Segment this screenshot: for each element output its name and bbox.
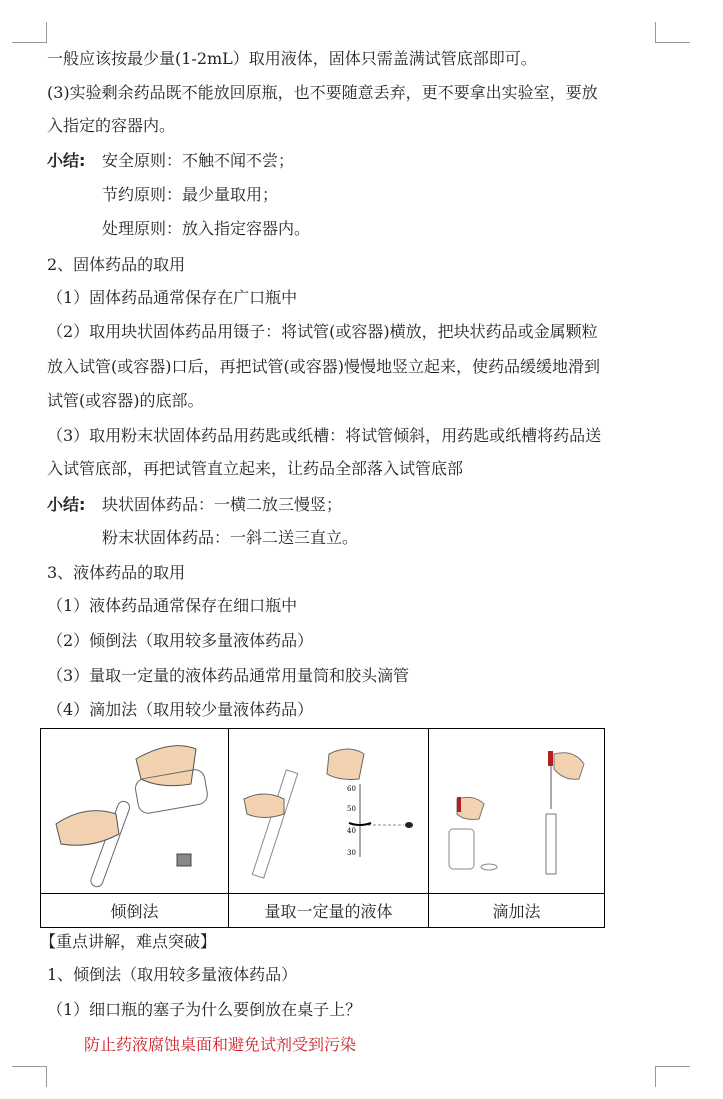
- label-measuring: 量取一定量的液体: [229, 894, 429, 928]
- scale-tick-label: 40: [347, 827, 356, 835]
- text-line: （2）倾倒法（取用较多量液体药品）: [47, 631, 314, 650]
- illustration-table: [40, 728, 605, 928]
- text-line: 处理原则：放入指定容器内。: [102, 219, 311, 238]
- text-line: （3）取用粉末状固体药品用药匙或纸槽：将试管倾斜，用药匙或纸槽将药品送: [47, 426, 602, 445]
- text-line: 入试管底部，再把试管直立起来，让药品全部落入试管底部: [47, 459, 464, 478]
- answer: 防止药液腐蚀桌面和避免试剂受到污染: [84, 1035, 357, 1054]
- label-pouring: 倾倒法: [41, 894, 229, 928]
- section-heading: 【重点讲解，难点突破】: [40, 932, 217, 951]
- text-line: 放入试管(或容器)口后，再把试管(或容器)慢慢地竖立起来，使药品缓缓地滑到: [47, 357, 600, 376]
- text-line: 粉末状固体药品：一斜二送三直立。: [102, 528, 359, 547]
- text-line: （1）固体药品通常保存在广口瓶中: [47, 288, 298, 307]
- section-heading: 2、固体药品的取用: [47, 255, 186, 274]
- text-line: （1）液体药品通常保存在细口瓶中: [47, 596, 298, 615]
- section-heading: 3、液体药品的取用: [47, 563, 186, 582]
- text-line: 安全原则：不触不闻不尝；: [102, 151, 295, 170]
- text-line: 一般应该按最少量(1-2mL）取用液体，固体只需盖满试管底部即可。: [47, 49, 537, 68]
- dropper-icon: [429, 729, 604, 889]
- crop-mark: [12, 1066, 47, 1087]
- text-line: 节约原则：最少量取用；: [102, 185, 279, 204]
- measuring-illustration: [229, 729, 429, 894]
- scale-tick-label: 30: [347, 849, 356, 857]
- question: （1）细口瓶的塞子为什么要倒放在桌子上？: [47, 1000, 362, 1019]
- text-line: 块状固体药品：一横二放三慢竖；: [102, 495, 343, 514]
- scale-tick-label: 60: [347, 785, 356, 793]
- text-line: （2）取用块状固体药品用镊子：将试管(或容器)横放，把块状药品或金属颗粒: [47, 322, 598, 341]
- text-line: 入指定的容器内。: [47, 116, 176, 135]
- section-heading: 1、倾倒法（取用较多量液体药品）: [47, 965, 298, 984]
- text-line: （4）滴加法（取用较少量液体药品）: [47, 700, 314, 719]
- text-line: （3）量取一定量的液体药品通常用量筒和胶头滴管: [47, 666, 410, 685]
- scale-tick-label: 50: [347, 805, 356, 813]
- pouring-illustration: [41, 729, 229, 894]
- text-line: (3)实验剩余药品既不能放回原瓶，也不要随意丢弃，更不要拿出实验室，要放: [47, 83, 598, 102]
- crop-mark: [655, 22, 690, 43]
- graduated-cylinder-icon: [229, 729, 428, 889]
- text-line: 试管(或容器)的底部。: [47, 391, 204, 410]
- crop-mark: [655, 1066, 690, 1087]
- summary-label: 小结:: [47, 495, 86, 514]
- pouring-icon: [41, 729, 228, 889]
- label-dropping: 滴加法: [429, 894, 605, 928]
- summary-label: 小结:: [47, 151, 86, 170]
- dropping-illustration: [429, 729, 605, 894]
- crop-mark: [12, 22, 47, 43]
